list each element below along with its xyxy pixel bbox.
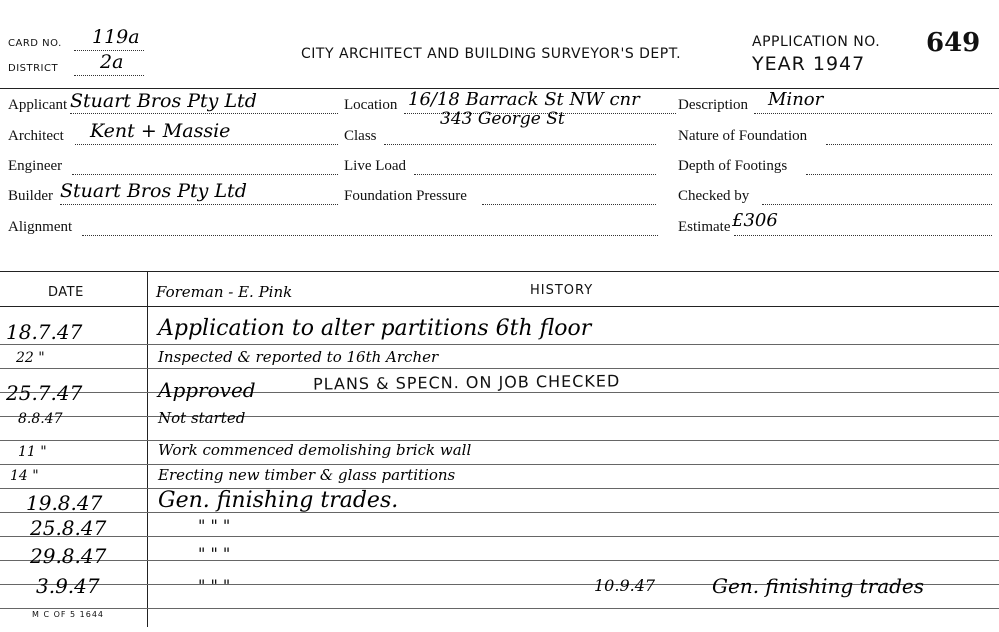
row-rule <box>0 488 999 489</box>
live-load-line <box>414 174 656 175</box>
history-extra-entry: Gen. finishing trades <box>712 574 925 598</box>
estimate-value: £306 <box>732 210 778 231</box>
table-header-divider <box>0 306 999 307</box>
nature-of-foundation-label: Nature of Foundation <box>678 128 808 144</box>
row-rule <box>0 392 999 393</box>
history-entry: " " " <box>198 576 231 595</box>
history-entry: " " " <box>198 516 231 535</box>
history-date: 29.8.47 <box>30 544 107 568</box>
architect-line <box>75 144 338 145</box>
architect-value: Kent + Massie <box>90 120 231 142</box>
applicant-line <box>70 113 338 114</box>
row-rule <box>0 368 999 369</box>
depth-line <box>806 174 992 175</box>
builder-value: Stuart Bros Pty Ltd <box>60 180 247 202</box>
district-value: 2a <box>100 51 124 73</box>
history-entry: " " " <box>198 544 231 563</box>
district-line <box>74 75 144 76</box>
date-column-divider <box>147 271 148 627</box>
builder-label: Builder <box>8 188 53 204</box>
row-rule <box>0 560 999 561</box>
history-entry: Work commenced demolishing brick wall <box>158 441 472 459</box>
row-rule <box>0 608 999 609</box>
history-extra-date: 10.9.47 <box>594 576 656 595</box>
estimate-line <box>734 235 992 236</box>
description-line <box>754 113 992 114</box>
history-date: 3.9.47 <box>36 574 100 598</box>
history-date: 25.8.47 <box>30 516 107 540</box>
history-entry: Inspected & reported to 16th Archer <box>158 348 439 366</box>
row-rule <box>0 512 999 513</box>
history-date: 18.7.47 <box>6 320 83 344</box>
location-value-2: 343 George St <box>440 109 565 129</box>
checked-by-label: Checked by <box>678 188 750 204</box>
applicant-label: Applicant <box>8 97 68 113</box>
architect-label: Architect <box>8 128 64 144</box>
history-entry: Erecting new timber & glass partitions <box>158 466 456 484</box>
foundation-pressure-line <box>482 204 656 205</box>
description-label: Description <box>678 97 748 113</box>
history-date: 22 " <box>16 350 45 366</box>
card-no-label: CARD NO. <box>8 38 62 49</box>
history-entry: Gen. finishing trades. <box>158 488 399 513</box>
nature-line <box>826 144 992 145</box>
history-date: 25.7.47 <box>6 381 83 405</box>
history-date: 19.8.47 <box>26 491 103 515</box>
district-label: DISTRICT <box>8 63 59 74</box>
application-no-label: APPLICATION NO. <box>752 34 881 50</box>
foundation-pressure-label: Foundation Pressure <box>344 188 467 204</box>
location-label: Location <box>344 97 398 113</box>
class-line <box>384 144 656 145</box>
builder-line <box>60 204 338 205</box>
row-rule <box>0 464 999 465</box>
table-top-border <box>0 271 999 272</box>
history-date: 11 " <box>18 444 47 460</box>
checked-line <box>762 204 992 205</box>
department-title: CITY ARCHITECT AND BUILDING SURVEYOR'S DEPT. <box>301 46 682 62</box>
year-label: YEAR 1947 <box>752 53 866 75</box>
history-entry: Approved <box>158 378 256 402</box>
history-date: 8.8.47 <box>18 411 63 427</box>
history-date: 14 " <box>10 468 39 484</box>
row-rule <box>0 416 999 417</box>
history-entry: Not started <box>158 409 246 427</box>
history-entry: Application to alter partitions 6th floor <box>158 316 592 341</box>
applicant-value: Stuart Bros Pty Ltd <box>70 90 257 112</box>
depth-of-footings-label: Depth of Footings <box>678 158 788 174</box>
class-label: Class <box>344 128 377 144</box>
engineer-line <box>72 174 338 175</box>
description-value: Minor <box>768 89 824 110</box>
form-code: M C OF 5 1644 <box>32 610 105 619</box>
row-rule <box>0 440 999 441</box>
history-header: HISTORY <box>530 283 594 298</box>
location-value-1: 16/18 Barrack St NW cnr <box>408 89 640 110</box>
engineer-label: Engineer <box>8 158 63 174</box>
foreman-label: Foreman - E. Pink <box>156 283 293 301</box>
alignment-label: Alignment <box>8 219 73 235</box>
card-no-value: 119a <box>92 26 140 48</box>
date-header: DATE <box>48 285 84 300</box>
application-no-value: 649 <box>926 28 981 58</box>
estimate-label: Estimate <box>678 219 731 235</box>
row-rule <box>0 536 999 537</box>
checked-stamp: PLANS & SPECN. ON JOB CHECKED <box>312 371 621 394</box>
live-load-label: Live Load <box>344 158 407 174</box>
row-rule <box>0 344 999 345</box>
alignment-line <box>82 235 658 236</box>
